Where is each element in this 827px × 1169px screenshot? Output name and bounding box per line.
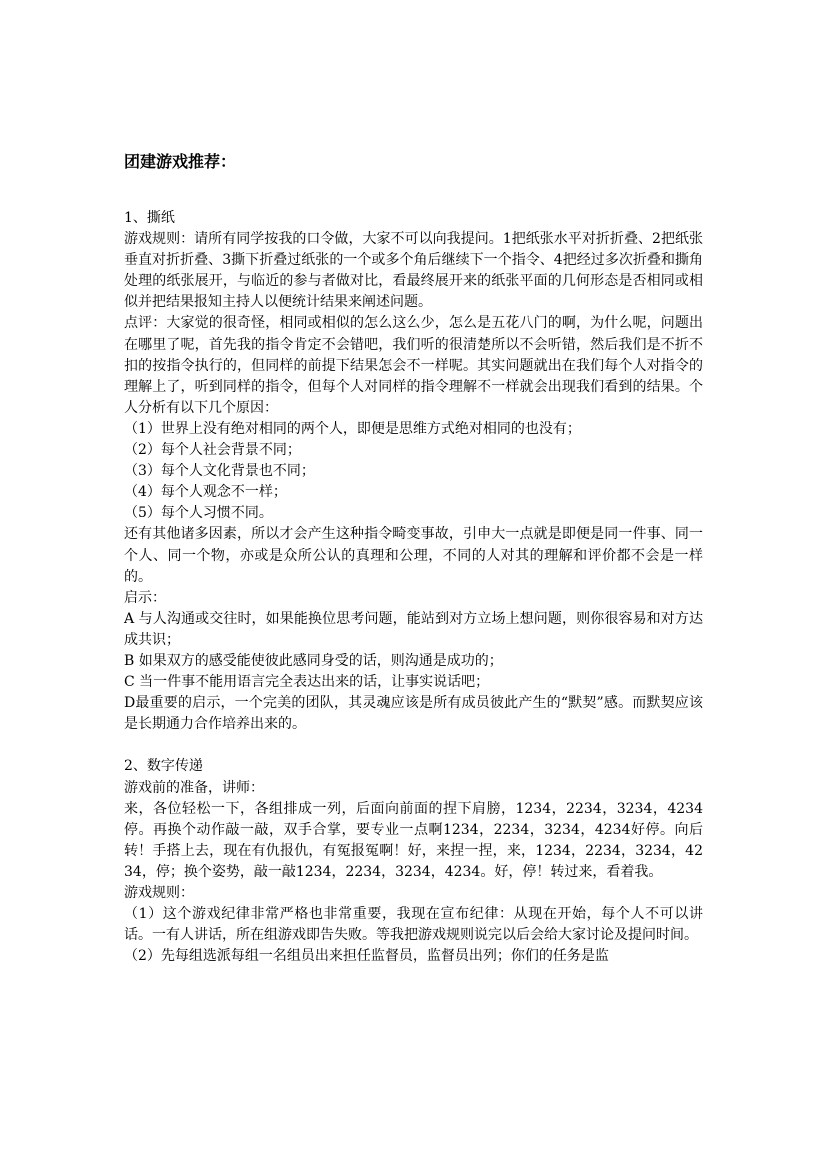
insight-item: C 当一件事不能用语言完全表达出来的话，让事实说话吧； xyxy=(124,674,490,691)
reason-item: （2）每个人社会背景不同； xyxy=(124,442,301,459)
document-body xyxy=(124,208,703,967)
section-heading-number-passing: 2、数字传递 xyxy=(124,758,203,775)
rule-item: （1）这个游戏纪律非常严格也非常重要，我现在宣布纪律：从现在开始，每个人不可以讲话。一有人讲话，所在组游戏即告失败。等我把游戏规则说完以后会给大家讨论及提问时间。 xyxy=(124,906,703,944)
rules-label: 游戏规则： xyxy=(124,885,194,901)
insight-item: B 如果双方的感受能使彼此感同身受的话，则沟通是成功的； xyxy=(124,652,503,669)
prep-paragraph: 来，各位轻松一下，各组排成一列，后面向前面的捏下肩膀，1234，2234，3234，4234停。再换个动作敲一敲，双手合掌，要专业一点啊1234，2234，3234，4234好停。向后转！手搭上去，现在有仇报仇，有冤报冤啊！好，来捏一捏，来，1234，2234，3234，4234，停；换个姿势，敲一敲1234，2234，3234，4234。好，停！转过来，看着我。 xyxy=(124,800,703,880)
insight-label: 启示： xyxy=(124,589,166,606)
reason-item: （1）世界上没有绝对相同的两个人，即便是思维方式绝对相同的也没有； xyxy=(124,420,581,437)
reason-item: （5）每个人习惯不同。 xyxy=(124,505,273,522)
game-rules-paragraph: 游戏规则：请所有同学按我的口令做，大家不可以向我提问。1把纸张水平对折折叠、2把纸张垂直对折折叠、3撕下折叠过纸张的一个或多个角后继续下一个指令、4把经过多次折叠和撕角处理的纸张展开，与临近的参与者做对比，看最终展开来的纸张平面的几何形态是否相同或相似并把结果报知主持人以便统计结果来阐述问题。 xyxy=(124,231,703,311)
comment-paragraph: 点评：大家觉的很奇怪，相同或相似的怎么这么少，怎么是五花八门的啊，为什么呢，问题出在哪里了呢，首先我的指令肯定不会错吧，我们听的很清楚所以不会听错，然后我们是不折不扣的按指令执行的，但同样的前提下结果怎会不一样呢。其实问题就出在我们每个人对指令的理解上了，听到同样的指令，但每个人对同样的指令理解不一样就会出现我们看到的结果。个人分析有以下几个原因： xyxy=(124,315,703,416)
insight-item: D最重要的启示，一个完美的团队，其灵魂应该是所有成员彼此产生的“默契”感。而默契应该是长期通力合作培养出来的。 xyxy=(124,695,703,733)
rule-item: （2）先每组选派每组一名组员出来担任监督员，监督员出列；你们的任务是监 xyxy=(124,948,609,965)
section-spacer xyxy=(124,735,703,756)
section-heading-tear-paper: 1、撕纸 xyxy=(124,210,175,226)
prep-label: 游戏前的准备，讲师： xyxy=(124,779,264,796)
reason-item: （3）每个人文化背景也不同； xyxy=(124,463,315,480)
reason-item: （4）每个人观念不一样； xyxy=(124,484,287,501)
document-title: 团建游戏推荐： xyxy=(124,152,237,171)
other-factors-paragraph: 还有其他诸多因素，所以才会产生这种指令畸变事故，引申大一点就是即便是同一件事、同一个人、同一个物，亦或是众所公认的真理和公理，不同的人对其的理解和评价都不会是一样的。 xyxy=(124,526,703,585)
insight-item: A 与人沟通或交往时，如果能换位思考问题，能站到对方立场上想问题，则你很容易和对方达成共识； xyxy=(124,610,703,648)
